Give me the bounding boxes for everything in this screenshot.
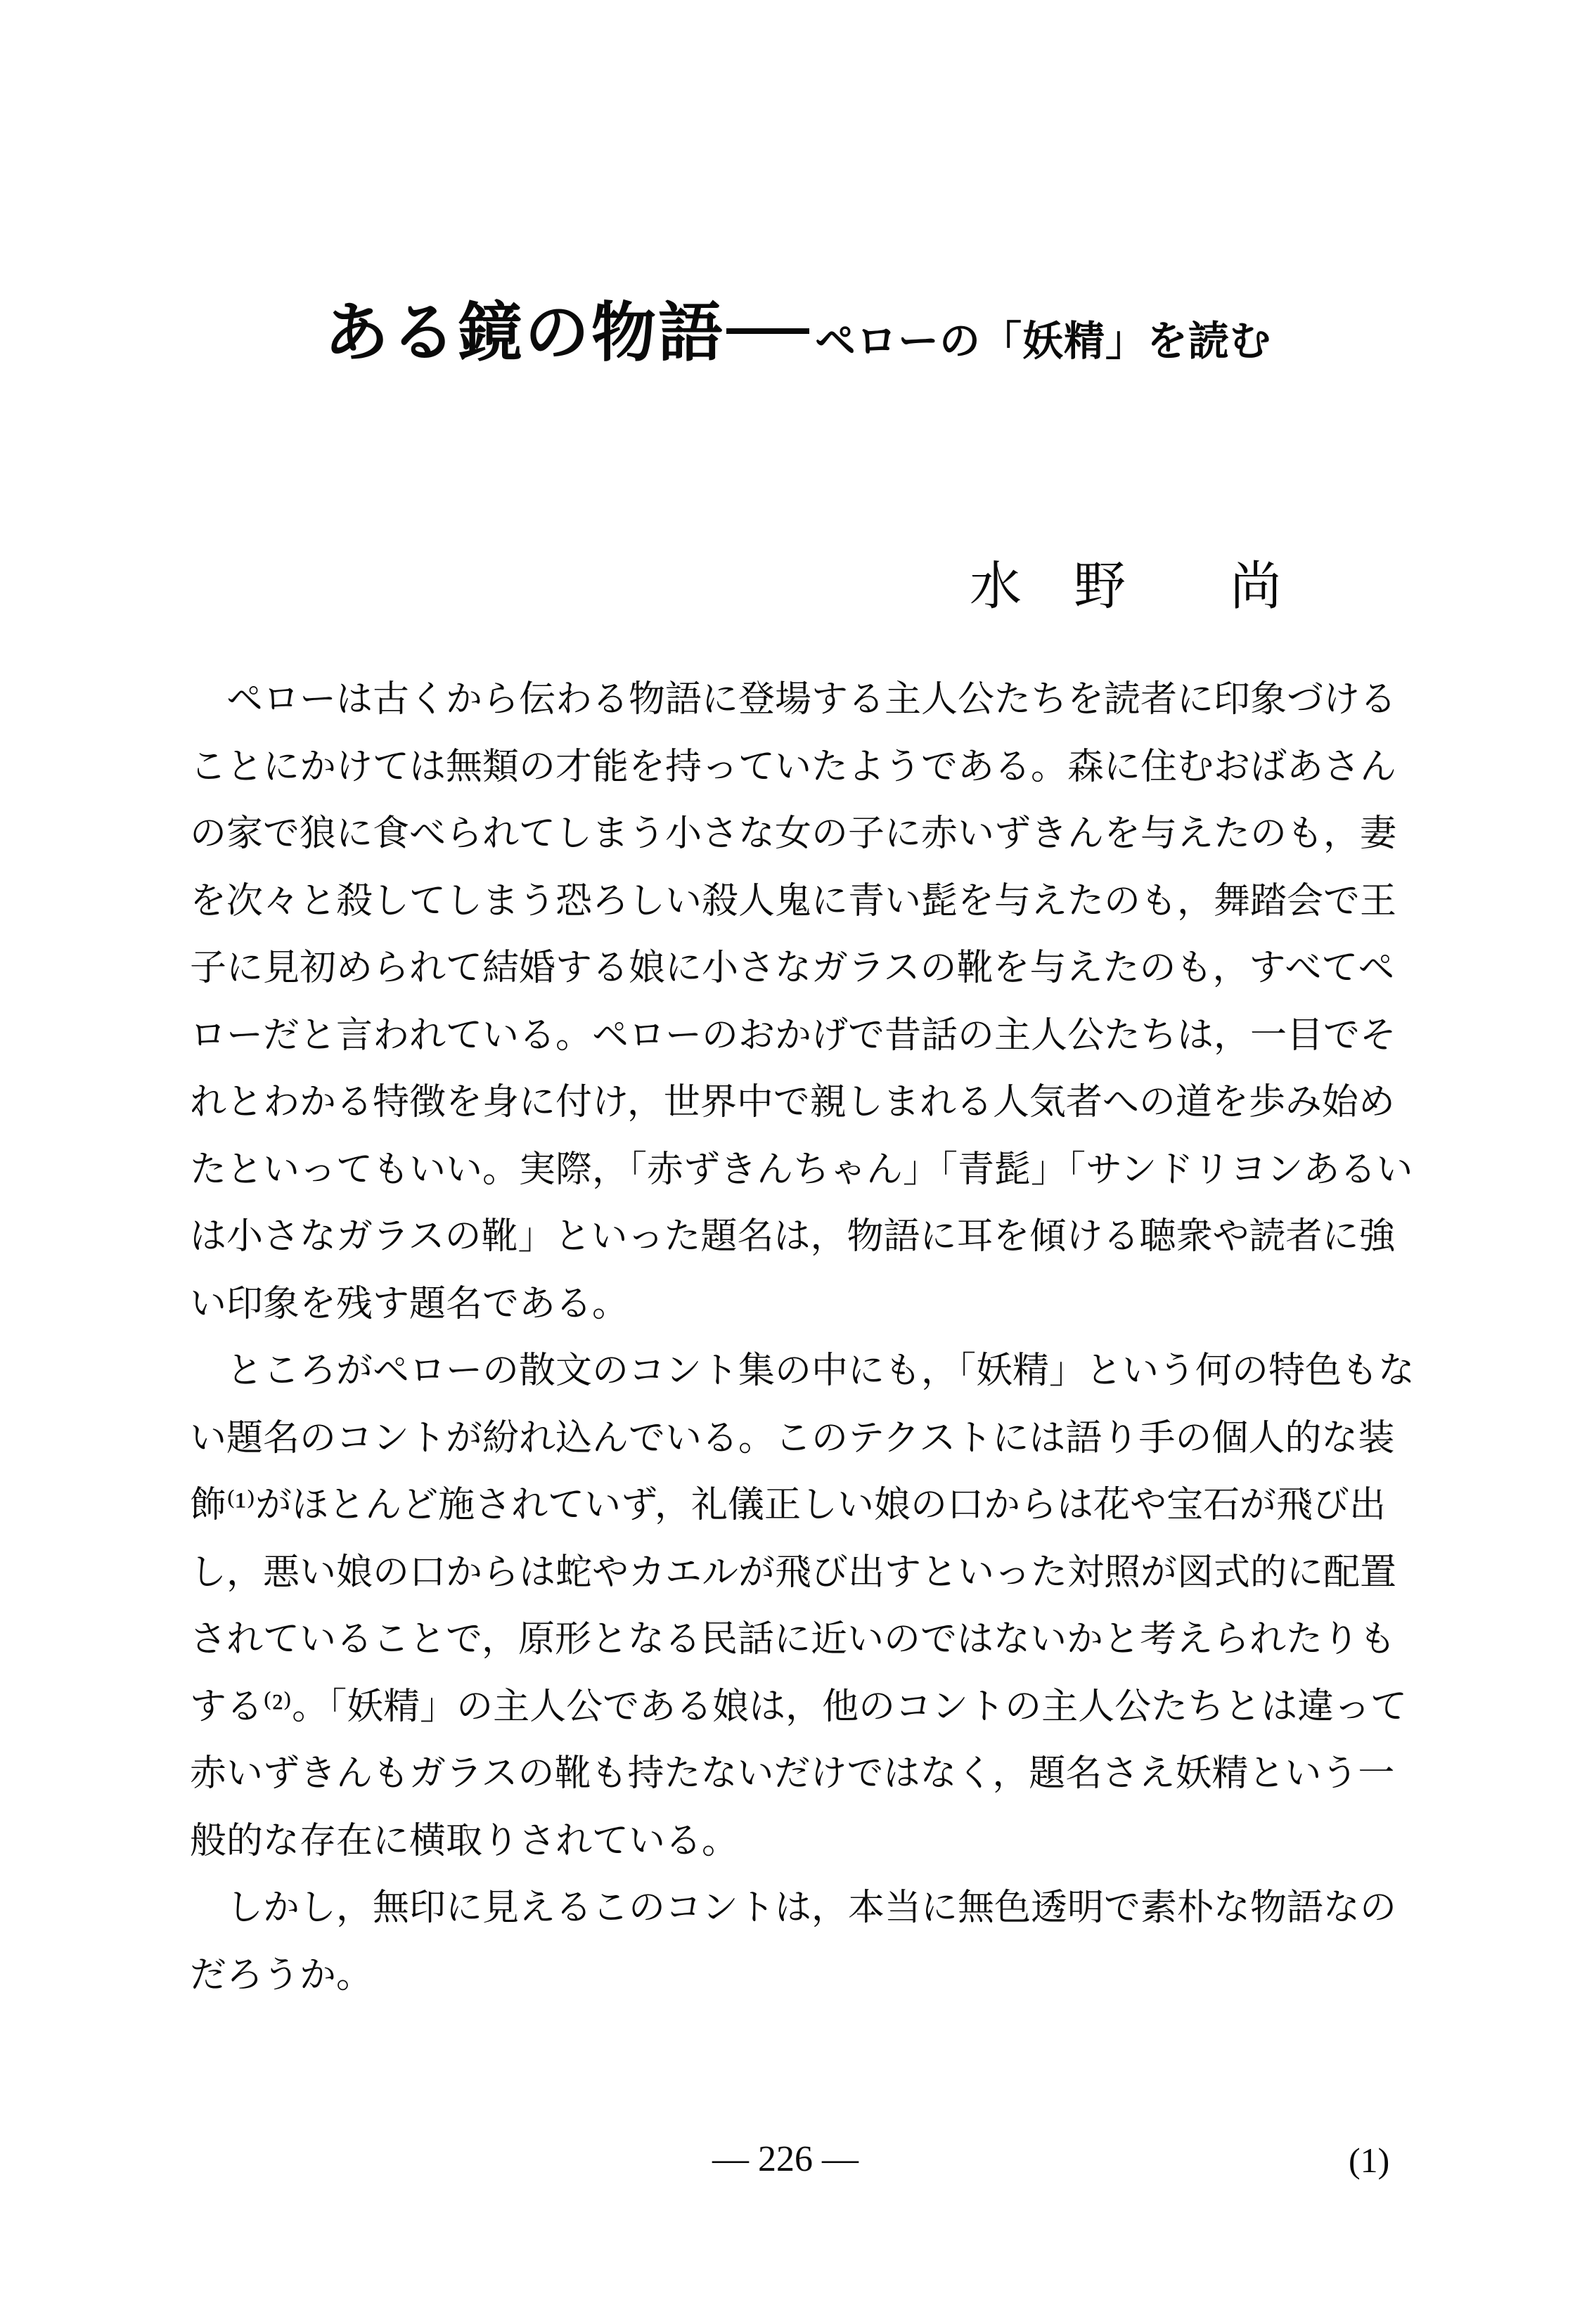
article-body (190, 666, 1441, 2009)
body-text-line: ローだと言われている。ペローのおかげで昔話の主人公たちは，一目でそ (190, 1015, 1397, 1056)
leaf-number: (1) (1349, 2141, 1390, 2180)
body-text-line: を次々と殺してしまう恐ろしい殺人鬼に青い髭を与えたのも，舞踏会で王 (190, 881, 1397, 922)
body-text-line: ペローは古くから伝わる物語に登場する主人公たちを読者に印象づける (190, 680, 1397, 720)
body-text-line: 飾⁽¹⁾がほとんど施されていず，礼儀正しい娘の口からは花や宝石が飛び出 (190, 1485, 1386, 1525)
body-text-line: い印象を残す題名である。 (190, 1284, 629, 1324)
body-text-line: 子に見初められて結婚する娘に小さなガラスの靴を与えたのも，すべてペ (190, 948, 1395, 988)
article-subtitle: ペローの「妖精」を読む (815, 318, 1272, 364)
author-name: 水 野 尚 (970, 558, 1282, 616)
body-text-line: 般的な存在に横取りされている。 (190, 1821, 739, 1861)
body-text-line: い題名のコントが紛れ込んでいる。このテクストには語り手の個人的な装 (190, 1418, 1395, 1459)
body-text-line: しかし，無印に見えるこのコントは，本当に無色透明で素朴な物語なの (190, 1888, 1397, 1928)
body-text-line: されていることで，原形となる民話に近いのではないかと考えられたりも (190, 1620, 1396, 1660)
body-text-line: 赤いずきんもガラスの靴も持たないだけではなく，題名さえ妖精という一 (190, 1754, 1395, 1794)
body-text-line: たといってもいい。実際，「赤ずきんちゃん」「青髭」「サンドリヨンあるい (190, 1149, 1413, 1190)
article-title (324, 297, 1272, 369)
body-text-line: の家で狼に食べられてしまう小さな女の子に赤いずきんを与えたのも，妻 (190, 814, 1397, 854)
page-number: — 226 — (712, 2139, 859, 2179)
body-text-line: ことにかけては無類の才能を持っていたようである。森に住むおばあさん (190, 747, 1397, 787)
body-text-line: だろうか。 (190, 1955, 373, 1996)
article-title-main: ある鏡の物語 (324, 297, 726, 369)
title-dash (726, 328, 809, 334)
body-text-line: ところがペローの散文のコント集の中にも，「妖精」という何の特色もな (190, 1351, 1415, 1391)
body-text-line: れとわかる特徴を身に付け，世界中で親しまれる人気者への道を歩み始め (190, 1083, 1395, 1123)
body-text-line: は小さなガラスの靴」といった題名は，物語に耳を傾ける聴衆や読者に強 (190, 1217, 1396, 1257)
body-text-line: し，悪い娘の口からは蛇やカエルが飛び出すといった対照が図式的に配置 (190, 1552, 1397, 1593)
body-text-line: する⁽²⁾。「妖精」の主人公である娘は，他のコントの主人公たちとは違って (190, 1686, 1408, 1727)
